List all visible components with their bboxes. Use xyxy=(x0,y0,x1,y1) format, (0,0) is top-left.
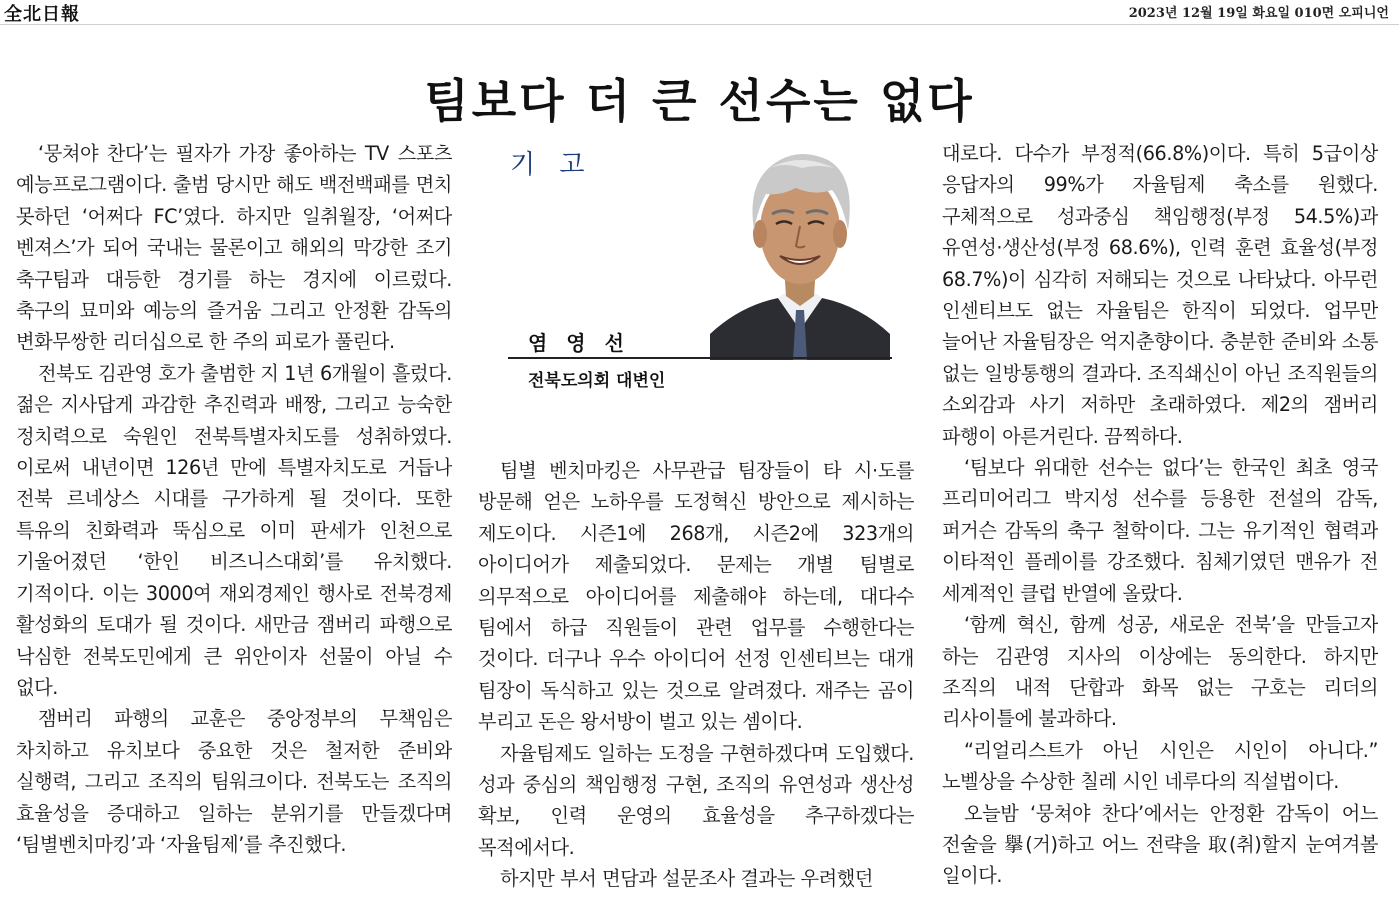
paragraph: 잼버리 파행의 교훈은 중앙정부의 무책임은 차치하고 유치보다 중요한 것은 철저한 준비와 실행력, 그리고 조직의 팀워크이다. 전북도는 조직의 효율성을 증대하고 일하는 분위기를 만들겠다며 ‘팀별벤치마킹’과 ‘자율팀제’를 추진했다. xyxy=(16,707,452,856)
article-column-3 xyxy=(942,138,1378,906)
paragraph: 자율팀제도 일하는 도정을 구현하겠다며 도입했다. 성과 중심의 책임행정 구현, 조직의 유연성과 생산성 확보, 인력 운영의 효율성을 추구하겠다는 목적에서다. xyxy=(478,741,914,859)
paragraph: 대로다. 다수가 부정적(66.8%)이다. 특히 5급이상 응답자의 99%가 자율팀제 축소를 원했다. 구체적으로 성과중심 책임행정(부정 54.5%)과 유연성·생산성(부정 68.6%), 인력 훈련 효율성(부정 68.7%)이 심각히 저해되는 것으로 나타났다. 아무런 인센티브도 없는 자율팀은 한직이 되었다. 업무만 늘어난 자율팀장은 억지춘향이다. 충분한 준비와 소통 없는 일방통행의 결과다. 조직쇄신이 아닌 조직원들의 소외감과 사기 저하만 초래하였다. 제2의 잼버리 파행이 아른거린다. 끔찍하다. xyxy=(942,142,1378,448)
section-label: 기 고 xyxy=(510,150,593,180)
paragraph: 팀별 벤치마킹은 사무관급 팀장들이 타 시·도를 방문해 얻은 노하우를 도정혁신 방안으로 제시하는 제도이다. 시즌1에 268개, 시즌2에 323개의 아이디어가 제출되었다. 문제는 개별 팀별로 의무적으로 아이디어를 제출해야 하는데, 대다수 팀에서 하급 직원들이 관련 업무를 수행한다는 것이다. 더구나 우수 아이디어 선정 인센티브는 대개 팀장이 독식하고 있는 것으로 알려졌다. 재주는 곰이 부리고 돈은 왕서방이 벌고 있는 셈이다. xyxy=(478,459,914,734)
article-headline: 팀보다 더 큰 선수는 없다 xyxy=(424,73,975,128)
paragraph: ‘팀보다 위대한 선수는 없다’는 한국인 최초 영국 프리미어리그 박지성 선수를 등용한 전설의 감독, 퍼거슨 감독의 축구 철학이다. 그는 유기적인 협력과 이타적인 플레이를 강조했다. 침체기였던 맨유가 전 세계적인 클럽 반열에 올랐다. xyxy=(942,456,1378,605)
author-title: 전북도의회 대변인 xyxy=(528,371,666,391)
paragraph: 하지만 부서 면담과 설문조사 결과는 우려했던 xyxy=(500,867,874,891)
author-divider xyxy=(508,357,892,359)
author-portrait xyxy=(710,138,890,360)
paragraph: “리얼리스트가 아닌 시인은 시인이 아니다.” 노벨상을 수상한 칠레 시인 네루다의 직설법이다. xyxy=(942,738,1378,794)
paragraph: ‘뭉쳐야 찬다’는 필자가 가장 좋아하는 TV 스포츠 예능프로그램이다. 출범 당시만 해도 백전백패를 면치 못하던 ‘어쩌다 FC’였다. 하지만 일취월장, ‘어쩌다 벤져스’가 되어 국내는 물론이고 해외의 막강한 조기 축구팀과 대등한 경기를 하는 경지에 이르렀다. 축구의 묘미와 예능의 즐거움 그리고 안정환 감독의 변화무쌍한 리더십으로 한 주의 피로가 풀린다. xyxy=(16,142,452,354)
author-name: 염 영 선 xyxy=(528,331,630,355)
paragraph: 오늘밤 ‘뭉쳐야 찬다’에서는 안정환 감독이 어느 전술을 擧(거)하고 어느 전략을 取(취)할지 눈여겨볼 일이다. xyxy=(942,801,1378,888)
paragraph: ‘함께 혁신, 함께 성공, 새로운 전북’을 만들고자 하는 김관영 지사의 이상에는 동의한다. 하지만 조직의 내적 단합과 화목 없는 구호는 리더의 리사이틀에 불과하다. xyxy=(942,613,1378,731)
article-column-1 xyxy=(16,138,452,906)
article-column-2 xyxy=(478,455,914,905)
newspaper-logo: 全北日報 xyxy=(4,4,80,25)
paragraph: 전북도 김관영 호가 출범한 지 1년 6개월이 흘렀다. 젊은 지사답게 과감한 추진력과 배짱, 그리고 능숙한 정치력으로 숙원인 전북특별자치도를 성취하였다. 이로써 내년이면 126년 만에 특별자치도로 거듭나 전북 르네상스 시대를 구가하게 될 것이다. 또한 특유의 친화력과 뚝심으로 이미 판세가 인천으로 기울어졌던 ‘한인 비즈니스대회’를 유치했다. 기적이다. 이는 3000여 재외경제인 행사로 전북경제 활성화의 토대가 될 것이다. 새만금 잼버리 파행으로 낙심한 전북도민에게 큰 위안이자 선물이 아닐 수 없다. xyxy=(16,361,452,699)
masthead xyxy=(0,0,1399,25)
issue-info: 2023년 12월 19일 화요일 010면 오피니언 xyxy=(1128,6,1389,21)
